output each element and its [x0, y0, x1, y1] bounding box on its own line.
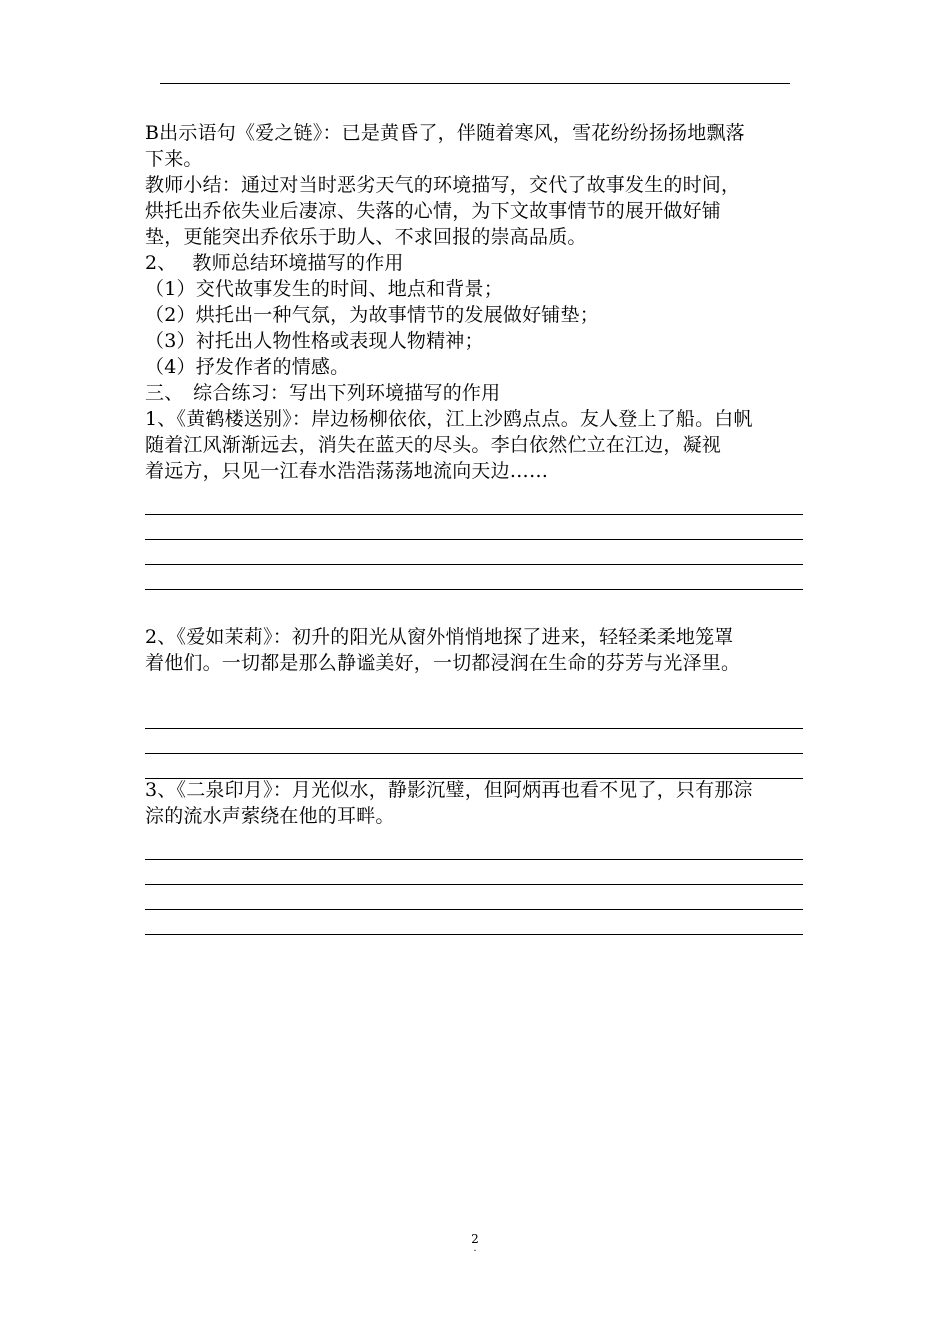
- list-item: （1）交代故事发生的时间、地点和背景；: [145, 278, 503, 300]
- document-body: [145, 120, 815, 935]
- answer-line[interactable]: [145, 565, 803, 590]
- list-item: （2）烘托出一种气氛，为故事情节的发展做好铺垫；: [145, 304, 599, 326]
- text-line: 教师小结：通过对当时恶劣天气的环境描写，交代了故事发生的时间，: [145, 174, 741, 196]
- list-item: （3）衬托出人物性格或表现人物精神；: [145, 330, 484, 352]
- page-dot: .: [473, 1243, 477, 1254]
- answer-line[interactable]: [145, 704, 803, 729]
- answer-area-2: [145, 704, 815, 779]
- text-line: 烘托出乔依失业后凄凉、失落的心情，为下文故事情节的展开做好铺: [145, 200, 722, 222]
- exercise-1-line: 1、《黄鹤楼送别》：岸边杨柳依依，江上沙鸥点点。友人登上了船。白帆: [145, 408, 753, 430]
- answer-line[interactable]: [145, 860, 803, 885]
- exercise-2-line: 着他们。一切都是那么静谧美好，一切都浸润在生命的芬芳与光泽里。: [145, 652, 741, 674]
- answer-line[interactable]: [145, 490, 803, 515]
- answer-area-1: [145, 490, 815, 590]
- list-item: （4）抒发作者的情感。: [145, 356, 350, 378]
- answer-area-3: [145, 835, 815, 935]
- text-line: B出示语句《爱之链》：已是黄昏了，伴随着寒风，雪花纷纷扬扬地飘落: [145, 122, 745, 144]
- exercise-1-line: 着远方，只见一江春水浩浩荡荡地流向天边……: [145, 460, 549, 482]
- exercise-2-line: 2、《爱如茉莉》：初升的阳光从窗外悄悄地探了进来，轻轻柔柔地笼罩: [145, 626, 734, 648]
- page-number: 2: [471, 1232, 479, 1246]
- exercise-3-line: 淙的流水声萦绕在他的耳畔。: [145, 805, 395, 827]
- text-line: 下来。: [145, 148, 203, 170]
- answer-line[interactable]: [145, 754, 803, 779]
- answer-line[interactable]: [145, 835, 803, 860]
- exercise-3-line: 3、《二泉印月》：月光似水，静影沉璧，但阿炳再也看不见了，只有那淙: [145, 779, 753, 801]
- section-heading-2: 2、 教师总结环境描写的作用: [145, 252, 404, 274]
- answer-line[interactable]: [145, 910, 803, 935]
- answer-line[interactable]: [145, 540, 803, 565]
- exercise-1-line: 随着江风渐渐远去，消失在蓝天的尽头。李白依然伫立在江边，凝视: [145, 434, 722, 456]
- answer-line[interactable]: [145, 885, 803, 910]
- section-heading-3: 三、 综合练习：写出下列环境描写的作用: [145, 382, 501, 404]
- text-line: 垫，更能突出乔依乐于助人、不求回报的崇高品质。: [145, 226, 587, 248]
- answer-line[interactable]: [145, 515, 803, 540]
- header-rule: [160, 83, 790, 84]
- answer-line[interactable]: [145, 729, 803, 754]
